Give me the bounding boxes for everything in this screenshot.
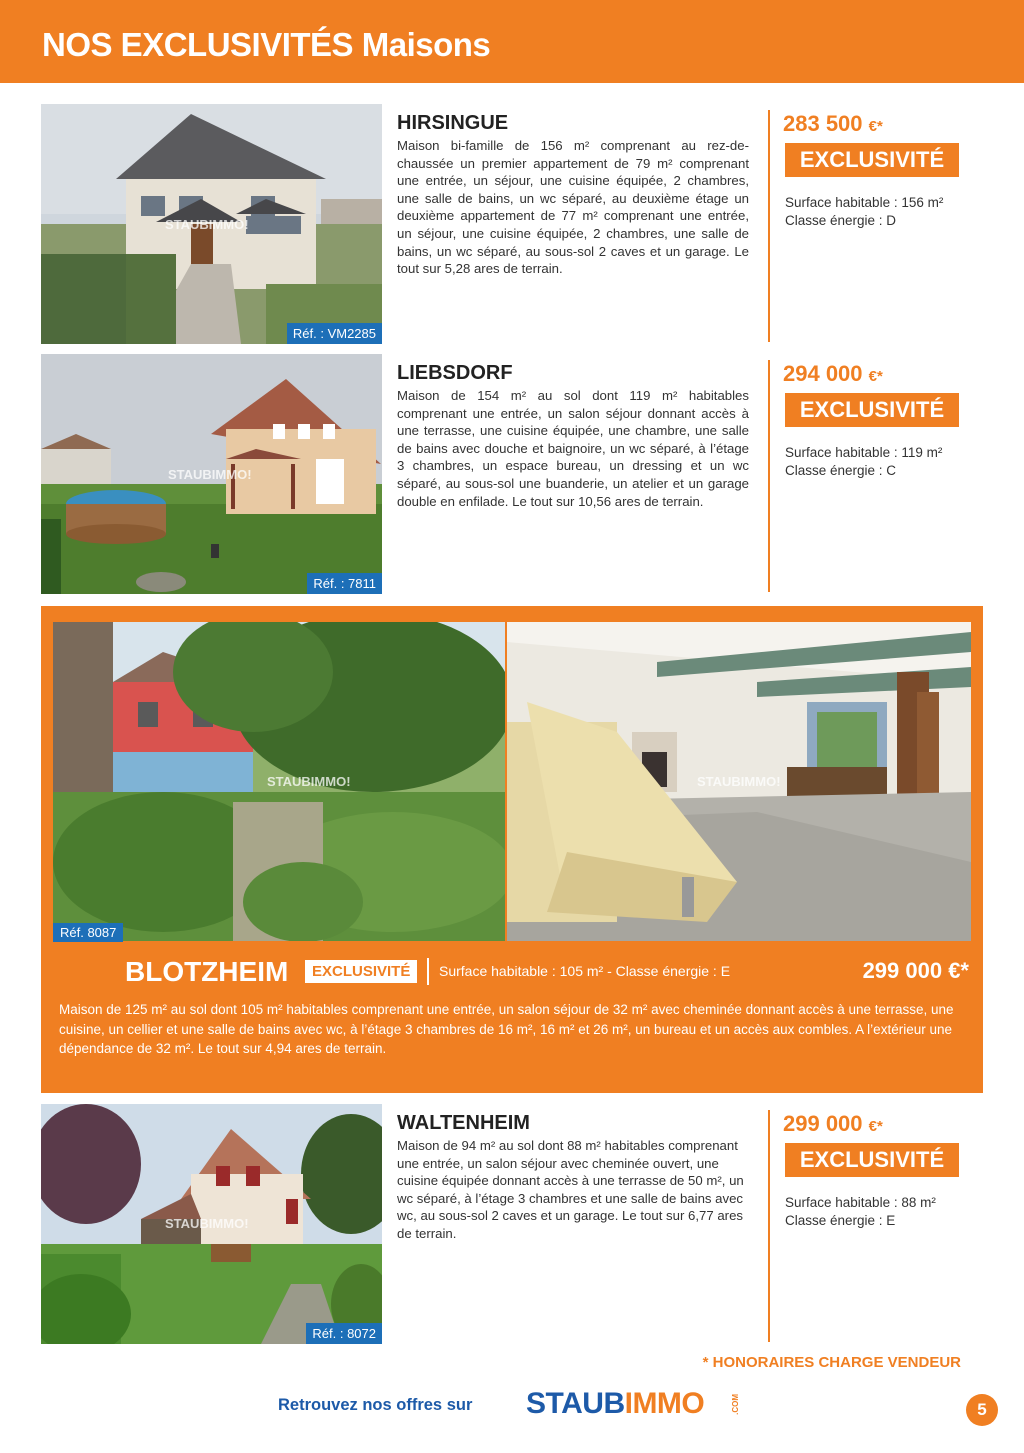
listing-title: LIEBSDORF: [397, 362, 513, 384]
watermark: STAUBIMMO!: [165, 217, 249, 232]
footer-text: Retrouvez nos offres sur: [278, 1396, 473, 1414]
watermark: STAUBIMMO!: [267, 774, 351, 789]
listing-description: Maison bi-famille de 156 m² comprenant au rez-de-chaussée un premier appartement de 79 m² comprenant une entrée, un séjour, une cuisine équipée, 2 chambres, une salle de bains, un wc séparé, au deuxième étage un deuxième appartement de 77 m² comprenant une entrée, un séjour, une cuisine équipée, 2 chambres, une salle de bains, un wc séparé, au sous-sol 2 caves et un garage. Le tout sur 5,28 ares de terrain.: [397, 138, 749, 277]
classe-energie: Classe énergie : C: [785, 463, 897, 478]
watermark: STAUBIMMO!: [168, 467, 252, 482]
listing-description: Maison de 94 m² au sol dont 88 m² habitables comprenant une entrée, un salon séjour avec cheminée ouvert, une cuisine équipée donnant accès à une terrasse de 50 m², un wc séparé, à l’étage 3 chambres et une salle de bains avec wc, au sous-sol 2 caves et un garage. Le tout sur 6,77 ares de terrain.: [397, 1138, 744, 1241]
listing-card[interactable]: [41, 104, 971, 344]
divider: [427, 958, 429, 985]
featured-photo-garden[interactable]: [53, 622, 505, 941]
listing-title: WALTENHEIM: [397, 1112, 530, 1134]
surface-habitable: Surface habitable : 88 m²: [785, 1195, 936, 1210]
page-title: NOS EXCLUSIVITÉS Maisons: [42, 26, 491, 63]
ref-badge: Réf. 8087: [53, 923, 123, 942]
listing-price: 283 500 €*: [783, 111, 883, 136]
featured-description: Maison de 125 m² au sol dont 105 m² habitables comprenant une entrée, un salon séjour de 32 m² avec cheminée donnant accès à une terrasse, une cuisine, un cellier et une salle de bains avec wc, à l’étage 3 chambres de 16 m², 16 m² et 26 m², un bureau et un accès aux combles. A l’extérieur une dépendance de 32 m². Le tout sur 4,94 ares de terrain.: [59, 1002, 954, 1056]
classe-energie: Classe énergie : D: [785, 213, 897, 228]
listing-card[interactable]: [41, 1104, 971, 1344]
honoraires-note: * HONORAIRES CHARGE VENDEUR: [702, 1354, 961, 1371]
staubimmo-logo[interactable]: STAUBIMMO .COM: [526, 1387, 740, 1420]
featured-title: BLOTZHEIM: [125, 956, 289, 987]
featured-photo-livingroom[interactable]: [507, 622, 971, 941]
exclusivite-badge: EXCLUSIVITÉ: [785, 143, 959, 177]
listing-price: 294 000 €*: [783, 361, 883, 386]
featured-specs: Surface habitable : 105 m² - Classe énergie : E: [439, 963, 731, 979]
listing-price: 299 000 €*: [783, 1111, 883, 1136]
listing-title: HIRSINGUE: [397, 112, 509, 134]
page-number: 5: [966, 1394, 998, 1426]
classe-energie: Classe énergie : E: [785, 1213, 896, 1228]
featured-listing[interactable]: [41, 606, 983, 1093]
ref-badge: Réf. : 7811: [307, 573, 382, 594]
page-header: [0, 0, 1024, 83]
featured-price: 299 000 €*: [862, 958, 969, 983]
surface-habitable: Surface habitable : 156 m²: [785, 195, 944, 210]
listing-description: Maison de 154 m² au sol dont 119 m² habitables comprenant une entrée, un salon séjour donnant accès à une terrasse, une cuisine équipée, une chambre, une salle de bains avec douche et baignoire, un wc séparé, à l’étage 3 chambres, un espace bureau, un dressing et un wc séparé, au sous-sol une buanderie, un atelier et un garage double en enfilade. Le tout sur 10,56 ares de terrain.: [397, 388, 749, 509]
surface-habitable: Surface habitable : 119 m²: [785, 445, 943, 460]
divider: [768, 1110, 770, 1342]
exclusivite-badge: EXCLUSIVITÉ: [785, 1143, 959, 1177]
divider: [768, 360, 770, 592]
divider: [768, 110, 770, 342]
watermark: STAUBIMMO!: [697, 774, 781, 789]
ref-badge: Réf. : 8072: [306, 1323, 382, 1344]
listing-photo[interactable]: [41, 104, 382, 344]
listing-card[interactable]: [41, 354, 971, 594]
watermark: STAUBIMMO!: [165, 1216, 249, 1231]
exclusivite-badge: EXCLUSIVITÉ: [785, 393, 959, 427]
ref-badge: Réf. : VM2285: [287, 323, 382, 344]
listing-photo[interactable]: [41, 1104, 382, 1344]
exclusivite-badge: EXCLUSIVITÉ: [305, 960, 417, 983]
listing-photo[interactable]: [41, 354, 382, 594]
